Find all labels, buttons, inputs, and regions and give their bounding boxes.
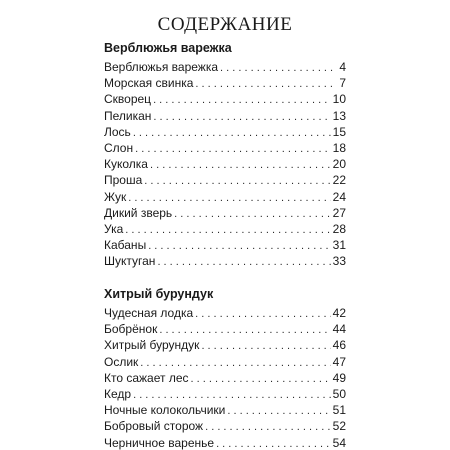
dot-leader [201,338,330,354]
entry-list [104,305,346,450]
entry-title: Слон [104,140,134,155]
entry-page-number: 22 [332,173,346,188]
toc-entry [104,108,346,124]
entry-title: Кедр [104,386,132,401]
dot-leader [195,306,330,322]
entry-list [104,59,346,269]
entry-page-number: 54 [332,435,346,450]
dot-leader [159,322,330,338]
entry-page-number: 31 [332,238,346,253]
toc-entry [104,370,346,386]
toc-entry [104,189,346,205]
toc-entry [104,91,346,107]
toc-entry [104,321,346,337]
contents-section [104,38,346,269]
toc-entry [104,337,346,353]
page-title: СОДЕРЖАНИЕ [157,14,293,35]
dot-leader [174,206,330,222]
toc-entry [104,237,346,253]
dot-leader [153,92,331,108]
dot-leader [125,222,330,238]
dot-leader [135,141,331,157]
dot-leader [220,60,337,76]
toc-entry [104,402,346,418]
toc-entry [104,140,346,156]
entry-title: Кто сажает лес [104,370,189,385]
entry-title: Черничное варенье [104,435,215,450]
entry-title: Верблюжья варежка [104,60,219,74]
entry-title: Скворец [104,92,152,107]
toc-entry [104,75,346,91]
entry-title: Хитрый бурундук [104,338,200,353]
entry-title: Жук [104,189,127,204]
dot-leader [133,125,331,141]
dot-leader [150,157,331,173]
dot-leader [205,419,331,435]
entry-page-number: 33 [332,254,346,269]
entry-page-number: 13 [332,108,346,123]
entry-page-number: 24 [332,189,346,204]
dot-leader [157,254,330,270]
toc-entry [104,156,346,172]
entry-page-number: 46 [332,338,346,353]
dot-leader [140,355,330,371]
toc-entry [104,253,346,269]
dot-leader [216,436,331,450]
entry-title: Бобрёнок [104,322,158,337]
entry-page-number: 44 [332,322,346,337]
entry-title: Пеликан [104,108,152,123]
toc-entry [104,59,346,75]
dot-leader [128,190,330,206]
toc-entry [104,354,346,370]
entry-page-number: 18 [332,140,346,155]
toc-entry [104,305,346,321]
toc-entry [104,205,346,221]
entry-title: Дикий зверь [104,205,173,220]
section-heading: Верблюжья варежка [104,41,232,55]
entry-page-number: 51 [332,403,346,418]
entry-title: Ночные колокольчики [104,403,226,418]
entry-title: Кабаны [104,238,147,253]
entry-title: Куколка [104,157,148,172]
entry-title: Чудесная лодка [104,306,194,320]
entry-title: Ослик [104,354,139,369]
toc-entry [104,221,346,237]
dot-leader [153,109,330,125]
entry-page-number: 27 [332,205,346,220]
entry-title: Ука [104,221,124,236]
entry-page-number: 47 [332,354,346,369]
toc-entry [104,386,346,402]
toc-entry [104,124,346,140]
dot-leader [148,238,330,254]
dot-leader [144,173,330,189]
entry-title: Лось [104,124,131,139]
entry-page-number: 50 [332,386,346,401]
entry-page-number: 49 [332,370,346,385]
entry-page-number: 4 [339,60,346,74]
dot-leader [227,403,330,419]
entry-page-number: 28 [332,221,346,236]
entry-title: Проша [104,173,143,188]
toc-entry [104,172,346,188]
entry-page-number: 7 [339,76,346,91]
entry-title: Шуктуган [104,254,156,269]
toc-entry [104,435,346,450]
contents-section [104,284,346,450]
entry-page-number: 52 [332,419,346,434]
entry-page-number: 15 [332,124,346,139]
dot-leader [191,371,331,387]
entry-page-number: 20 [332,157,346,172]
entry-title: Морская свинка [104,76,194,91]
entry-page-number: 10 [332,92,346,107]
entry-page-number: 42 [332,306,346,320]
section-heading: Хитрый бурундук [104,287,214,301]
toc-entry [104,418,346,434]
entry-title: Бобровый сторож [104,419,204,434]
dot-leader [133,387,331,403]
dot-leader [195,76,337,92]
